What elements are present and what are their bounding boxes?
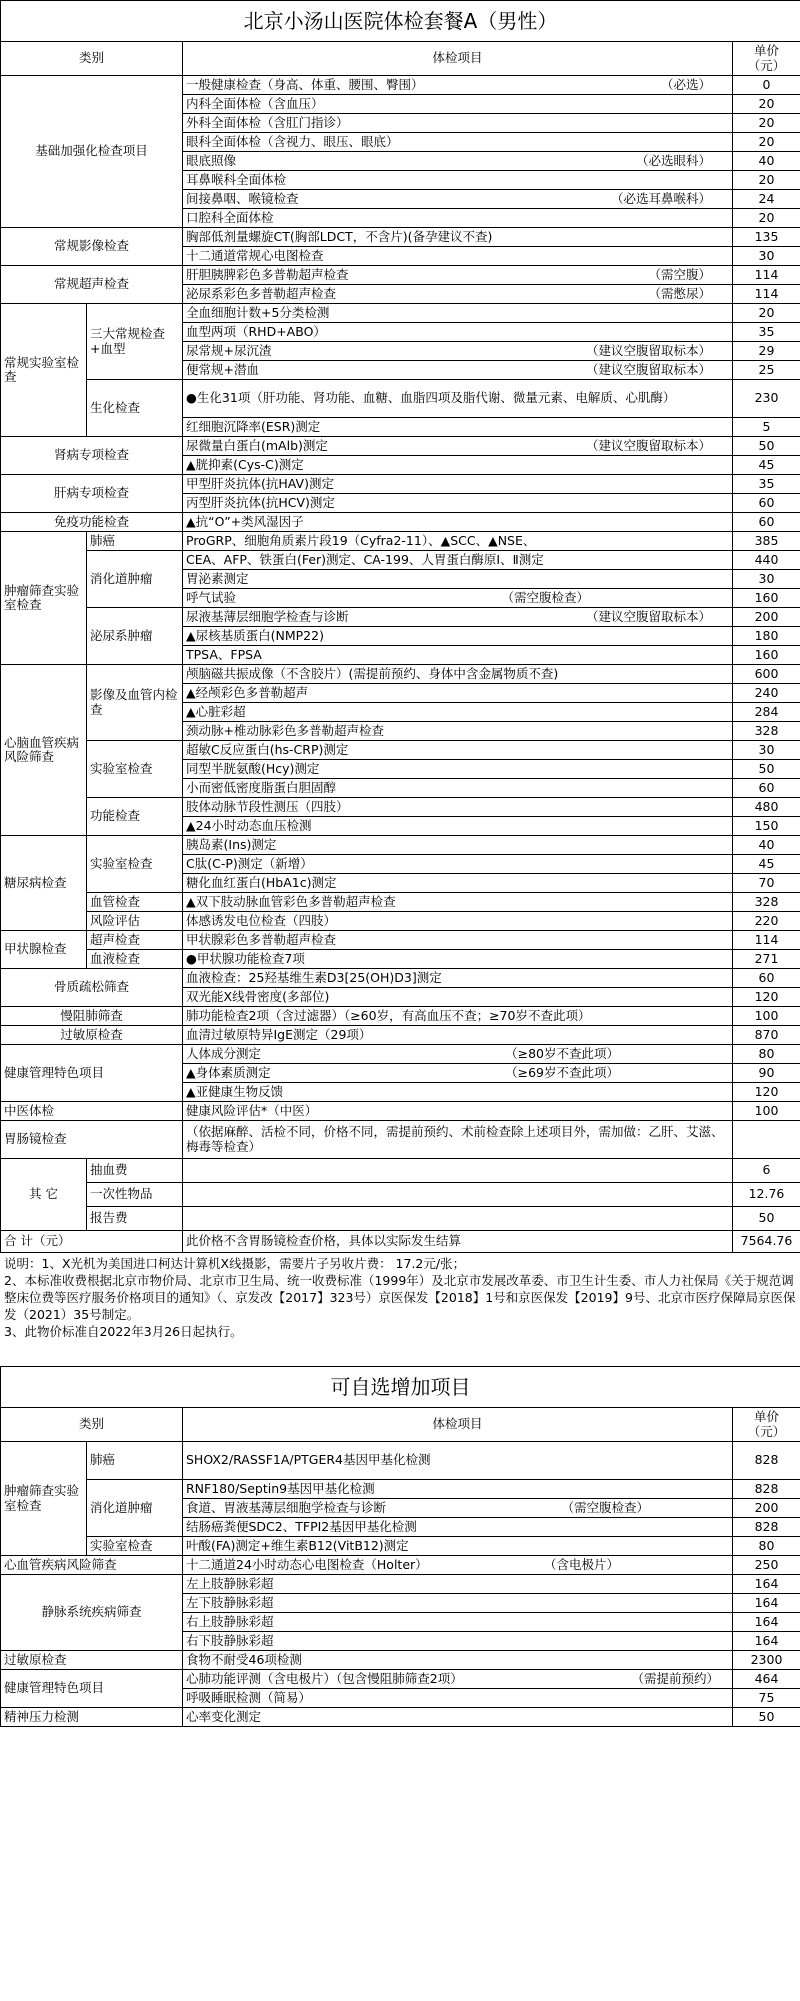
category-cell: 中医体检 bbox=[1, 1102, 183, 1121]
optional-table bbox=[0, 1366, 800, 1727]
item-cell bbox=[183, 152, 733, 171]
item-cell bbox=[183, 266, 733, 285]
item-cell bbox=[183, 1670, 733, 1689]
item-cell: 糖化血红蛋白(HbA1c)测定 bbox=[183, 874, 733, 893]
category-cell: 心脑血管疾病风险筛查 bbox=[1, 665, 87, 836]
category-cell: 骨质疏松筛查 bbox=[1, 969, 183, 1007]
item-note: （建议空腹留取标本） bbox=[585, 437, 711, 453]
price-cell: 70 bbox=[733, 874, 800, 893]
price-cell: 20 bbox=[733, 95, 800, 114]
price-cell: 6 bbox=[733, 1159, 800, 1183]
category-cell: 常规超声检查 bbox=[1, 266, 183, 304]
category-cell: 胃肠镜检查 bbox=[1, 1121, 183, 1159]
item-cell: 丙型肝炎抗体(抗HCV)测定 bbox=[183, 494, 733, 513]
item-cell bbox=[183, 608, 733, 627]
item-cell: 呼吸睡眠检测（简易） bbox=[183, 1689, 733, 1708]
price-cell: 0 bbox=[733, 76, 800, 95]
item-name: 尿微量白蛋白(mAlb)测定 bbox=[186, 437, 328, 453]
item-cell: 左上肢静脉彩超 bbox=[183, 1575, 733, 1594]
header-price: 单价 （元） bbox=[733, 42, 800, 76]
price-cell: 80 bbox=[733, 1537, 800, 1556]
price-cell: 164 bbox=[733, 1613, 800, 1632]
price-cell: 870 bbox=[733, 1026, 800, 1045]
item-cell: 甲型肝炎抗体(抗HAV)测定 bbox=[183, 475, 733, 494]
subcategory-cell: 功能检查 bbox=[87, 798, 183, 836]
price-cell: 30 bbox=[733, 570, 800, 589]
price-cell: 114 bbox=[733, 266, 800, 285]
price-cell: 75 bbox=[733, 1689, 800, 1708]
item-cell: ▲亚健康生物反馈 bbox=[183, 1083, 733, 1102]
price-cell: 60 bbox=[733, 513, 800, 532]
price-cell: 20 bbox=[733, 133, 800, 152]
price-cell: 230 bbox=[733, 380, 800, 418]
price-cell: 271 bbox=[733, 950, 800, 969]
price-cell: 20 bbox=[733, 209, 800, 228]
item-cell bbox=[183, 437, 733, 456]
category-cell: 甲状腺检查 bbox=[1, 931, 87, 969]
header-category: 类别 bbox=[1, 42, 183, 76]
subcategory-cell: 三大常规检查+血型 bbox=[87, 304, 183, 380]
item-cell: 红细胞沉降率(ESR)测定 bbox=[183, 418, 733, 437]
category-cell: 健康管理特色项目 bbox=[1, 1045, 183, 1102]
item-cell: 十二通道常规心电图检查 bbox=[183, 247, 733, 266]
price-cell: 385 bbox=[733, 532, 800, 551]
subcategory-cell: 肺癌 bbox=[87, 532, 183, 551]
category-cell: 肿瘤筛查实验室检查 bbox=[1, 532, 87, 665]
notes-section bbox=[0, 1253, 800, 1340]
item-cell: 胸部低剂量螺旋CT(胸部LDCT，不含片)(备孕建议不查) bbox=[183, 228, 733, 247]
item-cell: 口腔科全面体检 bbox=[183, 209, 733, 228]
item-cell: 胃泌素测定 bbox=[183, 570, 733, 589]
item-name: 人体成分测定 bbox=[186, 1045, 262, 1061]
price-cell: 35 bbox=[733, 323, 800, 342]
item-note: （需空腹检查） bbox=[501, 589, 589, 605]
category-cell: 免疫功能检查 bbox=[1, 513, 183, 532]
item-cell bbox=[183, 285, 733, 304]
item-name: ▲身体素质测定 bbox=[186, 1064, 271, 1080]
item-cell: 超敏C反应蛋白(hs-CRP)测定 bbox=[183, 741, 733, 760]
item-note: （需提前预约） bbox=[631, 1670, 719, 1686]
subcategory-cell: 血液检查 bbox=[87, 950, 183, 969]
item-cell: 心率变化测定 bbox=[183, 1708, 733, 1727]
item-cell: 双光能X线骨密度(多部位) bbox=[183, 988, 733, 1007]
item-cell: 健康风险评估*（中医） bbox=[183, 1102, 733, 1121]
item-cell: 全血细胞计数+5分类检测 bbox=[183, 304, 733, 323]
category-cell: 肾病专项检查 bbox=[1, 437, 183, 475]
item-name: 肝胆胰脾彩色多普勒超声检查 bbox=[186, 266, 349, 282]
price-cell: 40 bbox=[733, 152, 800, 171]
price-cell: 328 bbox=[733, 722, 800, 741]
category-cell: 常规影像检查 bbox=[1, 228, 183, 266]
item-cell bbox=[183, 190, 733, 209]
price-cell: 5 bbox=[733, 418, 800, 437]
item-cell bbox=[183, 361, 733, 380]
item-cell: 结肠癌粪便SDC2、TFPI2基因甲基化检测 bbox=[183, 1518, 733, 1537]
item-name: 心肺功能评测（含电极片）（包含慢阻肺筛查2项） bbox=[186, 1670, 463, 1686]
item-note: （必选眼科） bbox=[635, 152, 711, 168]
item-name: 尿液基薄层细胞学检查与诊断 bbox=[186, 608, 349, 624]
price-cell: 328 bbox=[733, 893, 800, 912]
price-cell: 150 bbox=[733, 817, 800, 836]
subcategory-cell: 一次性物品 bbox=[87, 1183, 183, 1207]
item-note: （需空腹检查） bbox=[561, 1499, 649, 1515]
subcategory-cell: 影像及血管内检查 bbox=[87, 665, 183, 741]
price-cell: 164 bbox=[733, 1594, 800, 1613]
item-note: （需憋尿） bbox=[648, 285, 711, 301]
item-cell: RNF180/Septin9基因甲基化检测 bbox=[183, 1480, 733, 1499]
header-item: 体检项目 bbox=[183, 42, 733, 76]
price-cell: 828 bbox=[733, 1442, 800, 1480]
item-cell bbox=[183, 1064, 733, 1083]
item-name: 呼气试验 bbox=[186, 589, 237, 605]
price-cell: 164 bbox=[733, 1632, 800, 1651]
item-note: （建议空腹留取标本） bbox=[585, 361, 711, 377]
item-cell: 内科全面体检（含血压） bbox=[183, 95, 733, 114]
price-cell: 160 bbox=[733, 646, 800, 665]
item-cell: 血液检查：25羟基维生素D3[25(OH)D3]测定 bbox=[183, 969, 733, 988]
item-cell: ●甲状腺功能检查7项 bbox=[183, 950, 733, 969]
price-cell: 135 bbox=[733, 228, 800, 247]
subcategory-cell: 实验室检查 bbox=[87, 836, 183, 893]
item-cell bbox=[183, 342, 733, 361]
category-cell: 糖尿病检查 bbox=[1, 836, 87, 931]
item-cell bbox=[183, 1159, 733, 1183]
item-cell: ●生化31项（肝功能、肾功能、血糖、血脂四项及脂代谢、微量元素、电解质、心肌酶） bbox=[183, 380, 733, 418]
item-cell: 颈动脉+椎动脉彩色多普勒超声检查 bbox=[183, 722, 733, 741]
price-cell: 464 bbox=[733, 1670, 800, 1689]
category-cell: 静脉系统疾病筛查 bbox=[1, 1575, 183, 1651]
item-cell: 体感诱发电位检查（四肢） bbox=[183, 912, 733, 931]
price-cell: 30 bbox=[733, 741, 800, 760]
category-cell: 常规实验室检查 bbox=[1, 304, 87, 437]
price-cell: 24 bbox=[733, 190, 800, 209]
price-cell: 20 bbox=[733, 304, 800, 323]
subcategory-cell: 泌尿系肿瘤 bbox=[87, 608, 183, 665]
price-cell: 250 bbox=[733, 1556, 800, 1575]
item-cell: 耳鼻喉科全面体检 bbox=[183, 171, 733, 190]
item-cell: ▲尿核基质蛋白(NMP22) bbox=[183, 627, 733, 646]
category-cell: 慢阻肺筛查 bbox=[1, 1007, 183, 1026]
price-cell: 600 bbox=[733, 665, 800, 684]
optional-title: 可自选增加项目 bbox=[1, 1367, 800, 1408]
subcategory-cell: 消化道肿瘤 bbox=[87, 551, 183, 608]
price-cell: 40 bbox=[733, 836, 800, 855]
category-cell: 肿瘤筛查实验室检查 bbox=[1, 1442, 87, 1556]
price-cell: 60 bbox=[733, 494, 800, 513]
subcategory-cell: 超声检查 bbox=[87, 931, 183, 950]
total-price: 7564.76 bbox=[733, 1231, 800, 1253]
price-cell: 160 bbox=[733, 589, 800, 608]
price-cell: 20 bbox=[733, 114, 800, 133]
price-cell: 12.76 bbox=[733, 1183, 800, 1207]
price-cell: 45 bbox=[733, 855, 800, 874]
price-cell: 50 bbox=[733, 1708, 800, 1727]
item-cell: 肢体动脉节段性测压（四肢） bbox=[183, 798, 733, 817]
price-cell: 35 bbox=[733, 475, 800, 494]
item-cell: 叶酸(FA)测定+维生素B12(VitB12)测定 bbox=[183, 1537, 733, 1556]
item-cell: 右上肢静脉彩超 bbox=[183, 1613, 733, 1632]
item-cell: 食物不耐受46项检测 bbox=[183, 1651, 733, 1670]
price-cell: 2300 bbox=[733, 1651, 800, 1670]
price-cell: 114 bbox=[733, 285, 800, 304]
header-item: 体检项目 bbox=[183, 1408, 733, 1442]
item-cell: C肽(C-P)测定（新增） bbox=[183, 855, 733, 874]
item-cell: 胰岛素(Ins)测定 bbox=[183, 836, 733, 855]
item-cell bbox=[183, 1499, 733, 1518]
category-cell: 过敏原检查 bbox=[1, 1651, 183, 1670]
price-cell: 120 bbox=[733, 1083, 800, 1102]
item-cell: 肺功能检查2项（含过滤器）（≥60岁，有高血压不查；≥70岁不查此项） bbox=[183, 1007, 733, 1026]
item-note: （必选） bbox=[660, 76, 711, 92]
item-note: （建议空腹留取标本） bbox=[585, 342, 711, 358]
item-cell: ▲24小时动态血压检测 bbox=[183, 817, 733, 836]
item-name: 间接鼻咽、喉镜检查 bbox=[186, 190, 299, 206]
subcategory-cell: 报告费 bbox=[87, 1207, 183, 1231]
item-cell: ▲胱抑素(Cys-C)测定 bbox=[183, 456, 733, 475]
note-line: 2、本标准收费根据北京市物价局、北京市卫生局、统一收费标准（1999年）及北京市发展改革委、市卫生计生委、市人力社保局《关于规范调整床位费等医疗服务价格项目的通知》（、京发改【2017】323号）京医保发【2018】1号和京医保发【2019】9号、北京市医疗保障局京医保发（2021）35号制定。 bbox=[4, 1273, 796, 1322]
category-cell: 心血管疾病风险筛查 bbox=[1, 1556, 183, 1575]
item-cell bbox=[183, 1207, 733, 1231]
price-cell: 60 bbox=[733, 969, 800, 988]
subcategory-cell: 消化道肿瘤 bbox=[87, 1480, 183, 1537]
item-cell: CEA、AFP、铁蛋白(Fer)测定、CA-199、人胃蛋白酶原Ⅰ、Ⅱ测定 bbox=[183, 551, 733, 570]
subcategory-cell: 风险评估 bbox=[87, 912, 183, 931]
price-cell: 200 bbox=[733, 1499, 800, 1518]
subcategory-cell: 肺癌 bbox=[87, 1442, 183, 1480]
price-cell: 200 bbox=[733, 608, 800, 627]
item-name: 一般健康检查（身高、体重、腰围、臀围） bbox=[186, 76, 424, 92]
item-cell: 小而密低密度脂蛋白胆固醇 bbox=[183, 779, 733, 798]
subcategory-cell: 实验室检查 bbox=[87, 1537, 183, 1556]
price-cell: 164 bbox=[733, 1575, 800, 1594]
price-cell: 50 bbox=[733, 1207, 800, 1231]
item-name: 十二通道24小时动态心电图检查（Holter） bbox=[186, 1556, 428, 1572]
item-cell bbox=[183, 76, 733, 95]
total-note: 此价格不含胃肠镜检查价格，具体以实际发生结算 bbox=[183, 1231, 733, 1253]
item-name: 泌尿系彩色多普勒超声检查 bbox=[186, 285, 337, 301]
price-cell: 60 bbox=[733, 779, 800, 798]
item-note: （需空腹） bbox=[648, 266, 711, 282]
item-cell: （依据麻醉、活检不同，价格不同，需提前预约、术前检查除上述项目外，需加做：乙肝、艾滋、梅毒等检查） bbox=[183, 1121, 733, 1159]
category-cell: 健康管理特色项目 bbox=[1, 1670, 183, 1708]
price-cell: 440 bbox=[733, 551, 800, 570]
price-cell: 100 bbox=[733, 1102, 800, 1121]
item-cell: ProGRP、细胞角质素片段19（Cyfra2-11）、▲SCC、▲NSE、 bbox=[183, 532, 733, 551]
item-cell: 眼科全面体检（含视力、眼压、眼底） bbox=[183, 133, 733, 152]
item-name: 便常规+潜血 bbox=[186, 361, 259, 377]
subcategory-cell: 生化检查 bbox=[87, 380, 183, 437]
category-cell: 精神压力检测 bbox=[1, 1708, 183, 1727]
item-cell: 同型半胱氨酸(Hcy)测定 bbox=[183, 760, 733, 779]
item-cell: 右下肢静脉彩超 bbox=[183, 1632, 733, 1651]
price-cell: 20 bbox=[733, 171, 800, 190]
item-cell: ▲心脏彩超 bbox=[183, 703, 733, 722]
item-cell: ▲抗“O”+类风湿因子 bbox=[183, 513, 733, 532]
item-cell: 左下肢静脉彩超 bbox=[183, 1594, 733, 1613]
price-cell: 45 bbox=[733, 456, 800, 475]
item-name: 食道、胃液基薄层细胞学检查与诊断 bbox=[186, 1499, 387, 1515]
item-cell bbox=[183, 589, 733, 608]
item-cell bbox=[183, 1183, 733, 1207]
price-cell: 30 bbox=[733, 247, 800, 266]
item-cell bbox=[183, 1556, 733, 1575]
price-cell: 50 bbox=[733, 437, 800, 456]
price-cell: 50 bbox=[733, 760, 800, 779]
item-cell: ▲双下肢动脉血管彩色多普勒超声检查 bbox=[183, 893, 733, 912]
item-note: （含电极片） bbox=[543, 1556, 619, 1572]
price-cell: 180 bbox=[733, 627, 800, 646]
category-cell: 肝病专项检查 bbox=[1, 475, 183, 513]
item-cell bbox=[183, 1045, 733, 1064]
price-cell: 114 bbox=[733, 931, 800, 950]
category-cell: 过敏原检查 bbox=[1, 1026, 183, 1045]
item-cell: 颅脑磁共振成像（不含胶片）(需提前预约、身体中含金属物质不查) bbox=[183, 665, 733, 684]
item-cell: ▲经颅彩色多普勒超声 bbox=[183, 684, 733, 703]
price-cell bbox=[733, 1121, 800, 1159]
item-name: 眼底照像 bbox=[186, 152, 237, 168]
price-cell: 828 bbox=[733, 1480, 800, 1499]
note-line: 说明：1、X光机为美国进口柯达计算机X线摄影，需要片子另收片费： 17.2元/张； bbox=[4, 1256, 466, 1271]
subcategory-cell: 实验室检查 bbox=[87, 741, 183, 798]
price-cell: 25 bbox=[733, 361, 800, 380]
item-cell: 血清过敏原特异IgE测定（29项） bbox=[183, 1026, 733, 1045]
header-price: 单价 （元） bbox=[733, 1408, 800, 1442]
category-cell: 其 它 bbox=[1, 1159, 87, 1231]
price-cell: 828 bbox=[733, 1518, 800, 1537]
item-note: （≥69岁不查此项） bbox=[505, 1064, 619, 1080]
total-label: 合 计（元） bbox=[1, 1231, 183, 1253]
price-cell: 480 bbox=[733, 798, 800, 817]
price-cell: 220 bbox=[733, 912, 800, 931]
item-note: （必选耳鼻喉科） bbox=[610, 190, 711, 206]
page-title: 北京小汤山医院体检套餐A（男性） bbox=[1, 1, 800, 42]
note-line: 3、此物价标准自2022年3月26日起执行。 bbox=[4, 1324, 243, 1339]
category-cell: 基础加强化检查项目 bbox=[1, 76, 183, 228]
subcategory-cell: 血管检查 bbox=[87, 893, 183, 912]
item-cell: 血型两项（RHD+ABO） bbox=[183, 323, 733, 342]
price-cell: 284 bbox=[733, 703, 800, 722]
subcategory-cell: 抽血费 bbox=[87, 1159, 183, 1183]
item-note: （建议空腹留取标本） bbox=[585, 608, 711, 624]
price-cell: 120 bbox=[733, 988, 800, 1007]
item-name: 尿常规+尿沉渣 bbox=[186, 342, 272, 358]
item-cell: TPSA、FPSA bbox=[183, 646, 733, 665]
item-cell: 甲状腺彩色多普勒超声检查 bbox=[183, 931, 733, 950]
price-cell: 29 bbox=[733, 342, 800, 361]
price-cell: 90 bbox=[733, 1064, 800, 1083]
item-cell: SHOX2/RASSF1A/PTGER4基因甲基化检测 bbox=[183, 1442, 733, 1480]
item-cell: 外科全面体检（含肛门指诊） bbox=[183, 114, 733, 133]
price-cell: 100 bbox=[733, 1007, 800, 1026]
price-cell: 80 bbox=[733, 1045, 800, 1064]
item-note: （≥80岁不查此项） bbox=[505, 1045, 619, 1061]
price-cell: 240 bbox=[733, 684, 800, 703]
header-category: 类别 bbox=[1, 1408, 183, 1442]
